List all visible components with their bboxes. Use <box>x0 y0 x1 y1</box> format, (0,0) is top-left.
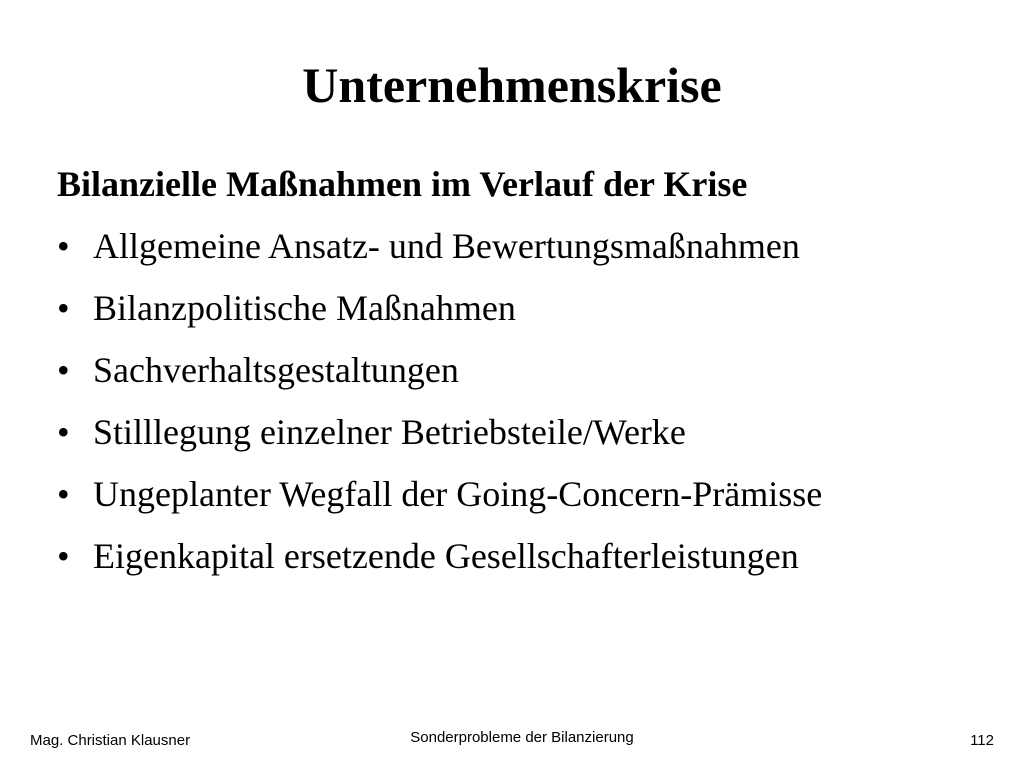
footer-author: Mag. Christian Klausner <box>30 732 191 749</box>
bullet-icon: • <box>57 226 70 266</box>
bullet-icon: • <box>57 412 70 452</box>
bullet-icon: • <box>57 474 70 514</box>
slide-subtitle: Bilanzielle Maßnahmen im Verlauf der Krise <box>57 164 748 204</box>
bullet-text: Stilllegung einzelner Betriebsteile/Werke <box>93 412 686 452</box>
bullet-text: Eigenkapital ersetzende Gesellschafterleistungen <box>93 536 799 576</box>
footer-topic: Sonderprobleme der Bilanzierung <box>410 729 634 746</box>
page-number: 112 <box>970 732 994 749</box>
slide-title: Unternehmenskrise <box>302 57 722 113</box>
bullet-text: Bilanzpolitische Maßnahmen <box>93 288 516 328</box>
bullet-icon: • <box>57 536 70 576</box>
bullet-text: Sachverhaltsgestaltungen <box>93 350 459 390</box>
bullet-icon: • <box>57 288 70 328</box>
bullet-icon: • <box>57 350 70 390</box>
bullet-text: Allgemeine Ansatz- und Bewertungsmaßnahmen <box>93 226 800 266</box>
bullet-text: Ungeplanter Wegfall der Going-Concern-Prämisse <box>93 474 823 514</box>
